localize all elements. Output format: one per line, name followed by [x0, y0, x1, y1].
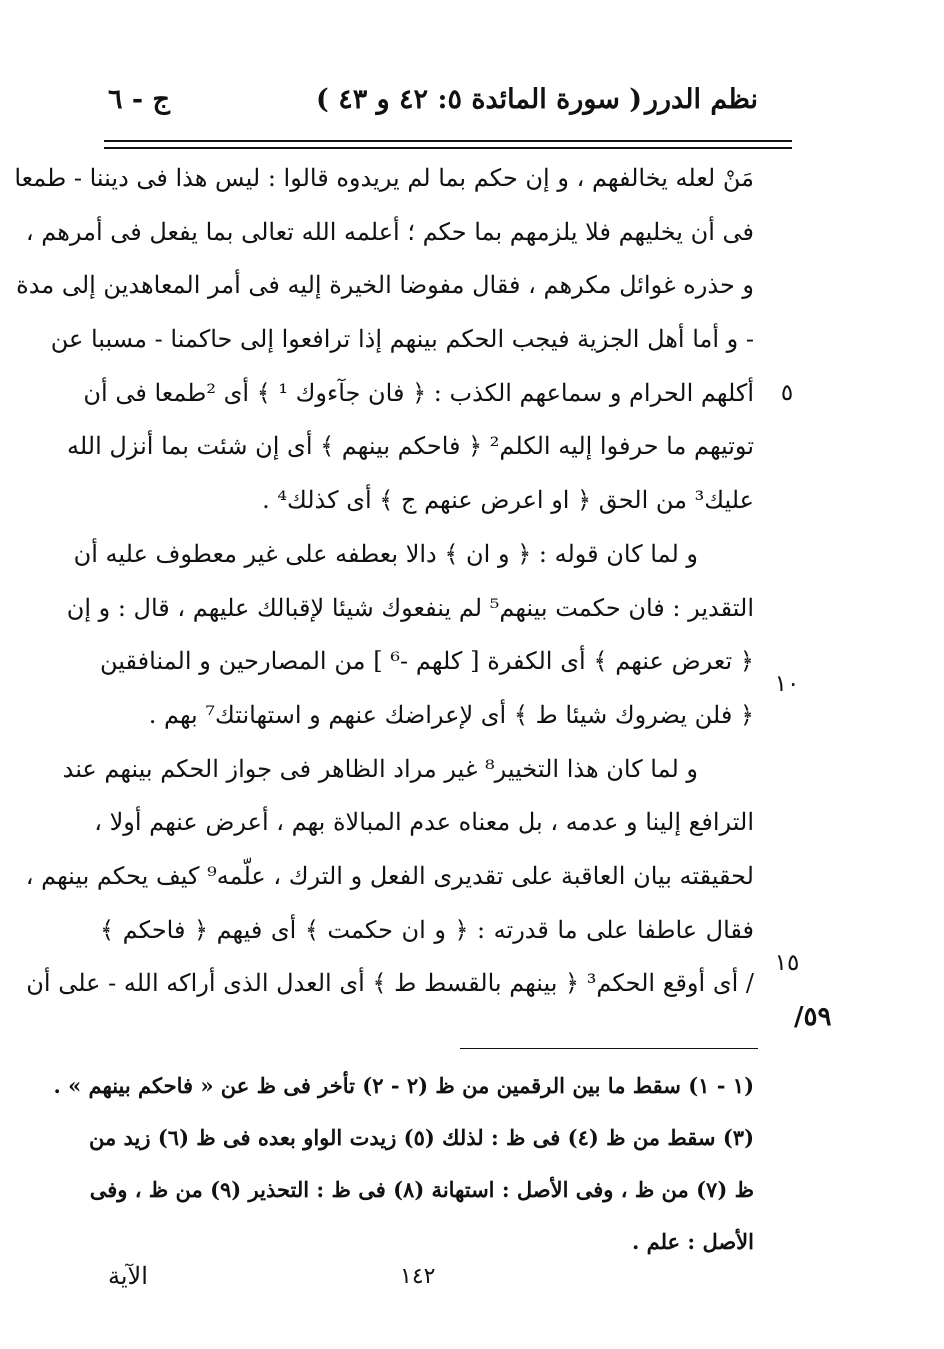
footnote-separator	[460, 1048, 758, 1049]
footnote-line: ظ (٧) من ظ ، وفى الأصل : استهانة (٨) فى ظ : التحذير (٩) من ظ ، وفى	[89, 1177, 754, 1202]
text-line: و حذره غوائل مكرهم ، فقال مفوضا الخيرة إليه فى أمر المعاهدين إلى مدة	[16, 271, 754, 300]
footnote-line: (٣) سقط من ظ (٤) فى ظ : لذلك (٥) زيدت الواو بعده فى ظ (٦) زيد من	[88, 1125, 754, 1150]
header-rule-top	[104, 140, 792, 142]
line-number-5: ٥	[780, 380, 794, 406]
text-line: لحقيقته بيان العاقبة على تقديرى الفعل و الترك ، علّمه⁹ كيف يحكم بينهم ،	[25, 861, 754, 890]
text-line: مَنْ لعله يخالفهم ، و إن حكم بما لم يريدوه قالوا : ليس هذا فى ديننا - طمعا	[14, 164, 754, 192]
text-line: ﴿ تعرض عنهم ﴾ أى الكفرة [ كلهم -⁶ ] من المصارحين و المنافقين	[100, 647, 754, 676]
text-line: فقال عاطفا على ما قدرته : ﴿ و ان حكمت ﴾ أى فيهم ﴿ فاحكم ﴾	[100, 915, 754, 944]
volume-label: ج - ٦	[108, 84, 170, 115]
line-number-10: ١٠	[774, 671, 800, 697]
text-line: - و أما أهل الجزية فيجب الحكم بينهم إذا ترافعوا إلى حاكمنا - مسببا عن	[50, 325, 754, 354]
catchword: الآية	[108, 1262, 148, 1290]
text-line: الترافع إلينا و عدمه ، بل معناه عدم المبالاة بهم ، أعرض عنهم أولا ،	[94, 808, 754, 837]
footnotes	[53, 1060, 754, 1268]
text-line: توتيهم ما حرفوا إليه الكلم² ﴿ فاحكم بينهم ﴾ أى إن شئت بما أنزل الله	[66, 432, 754, 461]
header-rule-bottom	[104, 147, 792, 149]
surah-reference: ( سورة المائدة ٥: ٤٢ و ٤٣ )	[316, 84, 643, 115]
text-line: أكلهم الحرام و سماعهم الكذب : ﴿ فان جآءوك ¹ ﴾ أى ²طمعا فى أن	[83, 378, 754, 407]
text-line: عليك³ من الحق ﴿ او اعرض عنهم ج ﴾ أى كذلك⁴ .	[262, 486, 754, 515]
manuscript-folio-marker: ٥٩/	[794, 1002, 832, 1032]
text-line: ﴿ فلن يضروك شيئا ط ﴾ أى لإعراضك عنهم و استهانتك⁷ بهم .	[148, 700, 754, 729]
line-number-15: ١٥	[774, 950, 800, 976]
text-line: فى أن يخليهم فلا يلزمهم بما حكم ؛ أعلمه الله تعالى بما يفعل فى أمرهم ،	[25, 217, 754, 246]
footnote-line: الأصل : علم .	[631, 1229, 754, 1254]
text-line: و لما كان قوله : ﴿ و ان ﴾ دالا بعطفه على غير معطوف عليه أن	[73, 539, 698, 568]
book-title: نظم الدرر	[644, 84, 758, 115]
text-line: التقدير : فان حكمت بينهم⁵ لم ينفعوك شيئا لإقبالك عليهم ، قال : و إن	[66, 593, 754, 622]
text-line: / أى أوقع الحكم³ ﴿ بينهم بالقسط ط ﴾ أى العدل الذى أراكه الله - على أن	[26, 969, 754, 998]
page-number: ١٤٢	[400, 1264, 436, 1289]
main-text	[14, 152, 754, 1011]
footnote-line: (١ - ١) سقط ما بين الرقمين من ظ (٢ - ٢) تأخر فى ظ عن « فاحكم بينهم » .	[53, 1073, 754, 1098]
text-line: و لما كان هذا التخيير⁸ غير مراد الظاهر فى جواز الحكم بينهم عند	[62, 754, 698, 783]
